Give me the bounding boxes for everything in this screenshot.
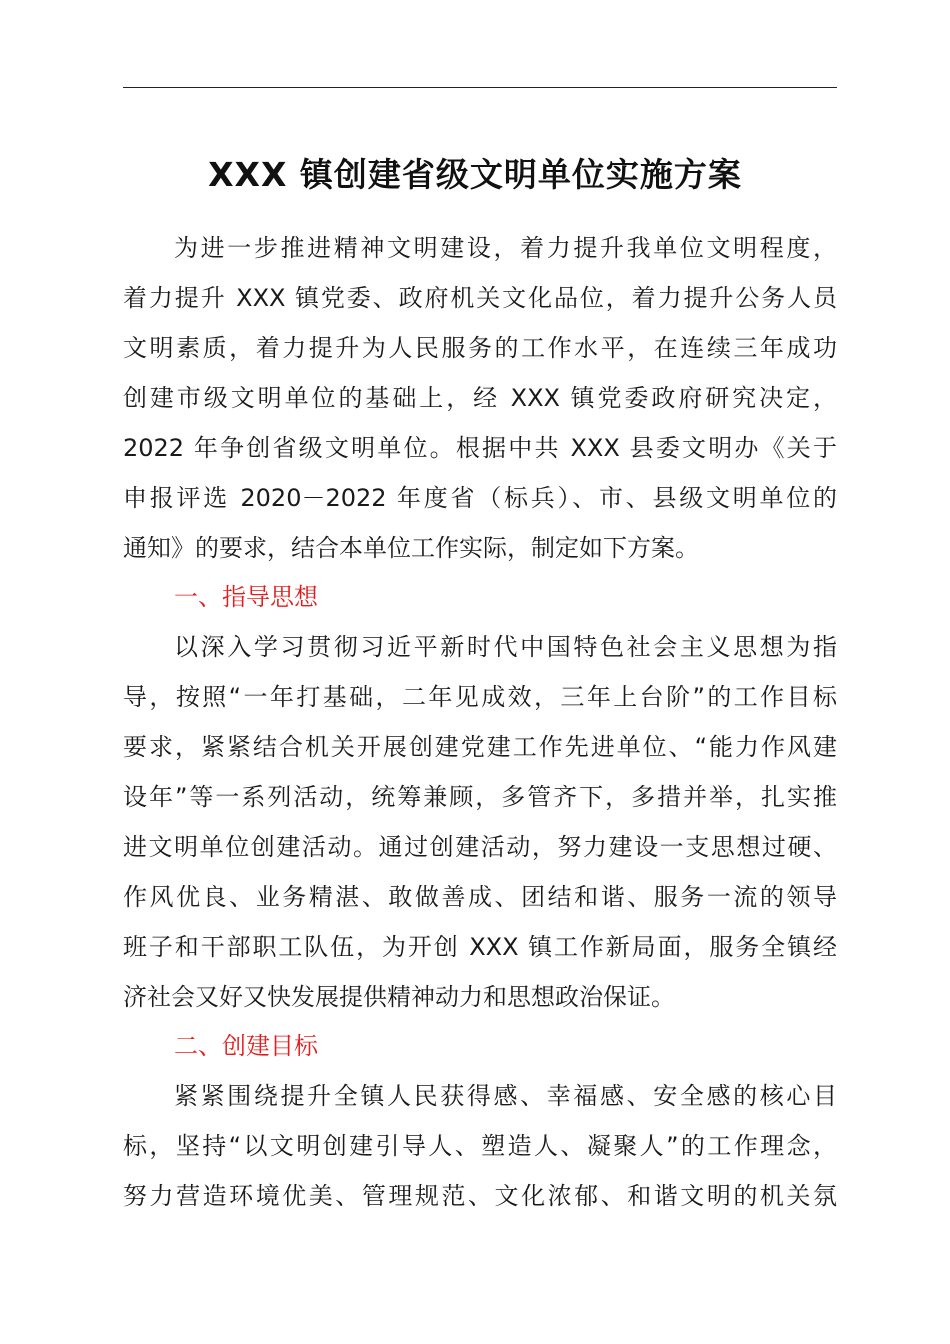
- paragraph-line: 努力营造环境优美、管理规范、文化浓郁、和谐文明的机关氛: [123, 1182, 837, 1210]
- document-title: XXX 镇创建省级文明单位实施方案: [208, 155, 742, 194]
- paragraph-line: 为进一步推进精神文明建设，着力提升我单位文明程度，: [174, 234, 837, 262]
- paragraph-line: 申报评选 2020－2022 年度省（标兵）、市、县级文明单位的: [123, 484, 837, 512]
- header-rule: [123, 87, 837, 88]
- paragraph-line: 文明素质，着力提升为人民服务的工作水平，在连续三年成功: [123, 334, 837, 362]
- paragraph-line: 导，按照“一年打基础，二年见成效，三年上台阶”的工作目标: [123, 683, 837, 711]
- paragraph-line: 通知》的要求，结合本单位工作实际，制定如下方案。: [123, 534, 699, 562]
- paragraph-line: 创建市级文明单位的基础上，经 XXX 镇党委政府研究决定，: [123, 384, 837, 412]
- paragraph-line: 着力提升 XXX 镇党委、政府机关文化品位，着力提升公务人员: [123, 284, 837, 312]
- paragraph-line: 紧紧围绕提升全镇人民获得感、幸福感、安全感的核心目: [174, 1082, 837, 1110]
- paragraph-line: 以深入学习贯彻习近平新时代中国特色社会主义思想为指: [174, 633, 837, 661]
- paragraph-line: 作风优良、业务精湛、敢做善成、团结和谐、服务一流的领导: [123, 883, 837, 911]
- paragraph-line: 进文明单位创建活动。通过创建活动，努力建设一支思想过硬、: [123, 833, 837, 861]
- section-heading: 二、创建目标: [174, 1032, 318, 1060]
- paragraph-line: 2022 年争创省级文明单位。根据中共 XXX 县委文明办《关于: [123, 434, 837, 462]
- paragraph-line: 标，坚持“以文明创建引导人、塑造人、凝聚人”的工作理念，: [123, 1132, 837, 1160]
- paragraph-line: 要求，紧紧结合机关开展创建党建工作先进单位、“能力作风建: [123, 733, 837, 761]
- paragraph-line: 班子和干部职工队伍，为开创 XXX 镇工作新局面，服务全镇经: [123, 933, 837, 961]
- paragraph-line: 济社会又好又快发展提供精神动力和思想政治保证。: [123, 983, 675, 1011]
- section-heading: 一、指导思想: [174, 583, 318, 611]
- paragraph-line: 设年”等一系列活动，统筹兼顾，多管齐下，多措并举，扎实推: [123, 783, 837, 811]
